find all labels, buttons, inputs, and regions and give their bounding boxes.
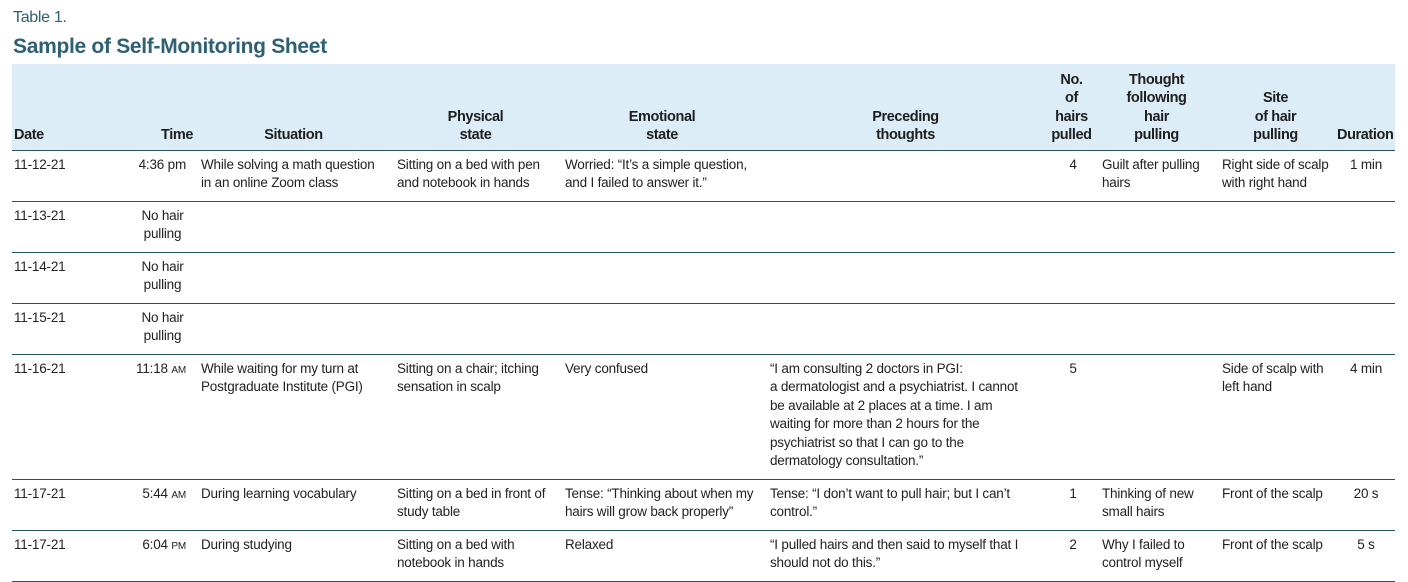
cell-thought-following (1097, 479, 1217, 530)
cell-empty (765, 303, 1047, 354)
cell-thought-following (1097, 354, 1217, 479)
text-line: and I failed to answer it.” (565, 175, 707, 190)
time-value: 6:04 (142, 536, 168, 552)
cell-preceding-thoughts (765, 150, 1047, 201)
cell-hairs-pulled: 5 (1069, 360, 1077, 376)
text-line: control.” (770, 504, 817, 519)
cell-situation (196, 150, 392, 201)
am-pm: PM (171, 540, 186, 552)
text-line: Thought (1128, 71, 1185, 88)
cell-emotional-state (560, 354, 765, 479)
cell-empty (1047, 252, 1097, 303)
cell-time (127, 150, 196, 201)
table-row (12, 201, 1395, 252)
am-pm: AM (171, 364, 186, 376)
cell-empty (560, 252, 765, 303)
text-line: Sitting on a bed with (397, 536, 515, 552)
cell-no-hair-pulling (127, 252, 196, 303)
am-pm: pm (167, 156, 186, 172)
text-line: pulling (143, 328, 182, 343)
text-line: Preceding (872, 108, 939, 125)
text-line: a dermatologist and a psychiatrist. I cannot (770, 379, 1018, 394)
cell-emotional-state (560, 479, 765, 530)
cell-empty (1047, 303, 1097, 354)
text-line: control myself (1102, 555, 1183, 570)
text-line: Right side of scalp (1222, 156, 1329, 172)
cell-empty (560, 201, 765, 252)
header-site (1217, 64, 1335, 150)
text-line: “I pulled hairs and then said to myself that I (770, 536, 1019, 552)
text-line: dermatology consultation.” (770, 453, 924, 468)
cell-hairs-pulled: 4 (1069, 156, 1077, 172)
am-pm: AM (171, 489, 186, 501)
text-line: Guilt after pulling (1102, 156, 1200, 172)
cell-empty (196, 201, 392, 252)
text-line: pulling (1253, 127, 1298, 143)
header-physical-state (392, 64, 560, 150)
cell-date: 11-16-21 (14, 360, 66, 376)
header-situation: Situation (264, 127, 323, 143)
cell-date: 11-13-21 (14, 207, 66, 223)
text-line: pulling (143, 277, 182, 292)
text-line: in an online Zoom class (201, 175, 339, 190)
text-line: state (459, 127, 492, 143)
cell-thought-following (1097, 530, 1217, 581)
text-line: hairs (1055, 108, 1088, 125)
text-line: notebook in hands (397, 555, 504, 570)
table-row (12, 303, 1395, 354)
cell-emotional-state (560, 150, 765, 201)
text-line: “I am consulting 2 doctors in PGI: (770, 360, 963, 376)
header-row (12, 64, 1395, 150)
text-line: psychiatrist so that I can go to the (770, 434, 964, 450)
text-line: Front of the scalp (1222, 536, 1323, 552)
cell-hairs-pulled: 1 (1069, 485, 1077, 501)
cell-no-hair-pulling (127, 201, 196, 252)
table-title: Sample of Self-Monitoring Sheet (13, 35, 327, 58)
text-line: Tense: “Thinking about when my (565, 485, 754, 501)
text-line: Site (1263, 90, 1288, 106)
cell-physical-state (392, 530, 560, 581)
text-line: hairs will grow back properly” (565, 504, 734, 519)
text-line: sensation in scalp (397, 379, 501, 394)
cell-date: 11-12-21 (14, 156, 66, 172)
table-row (12, 479, 1395, 530)
cell-date: 11-15-21 (14, 309, 66, 325)
text-line: Relaxed (565, 536, 614, 552)
cell-situation (196, 530, 392, 581)
text-line: During learning vocabulary (201, 485, 357, 501)
text-line: Sitting on a bed in front of (397, 485, 546, 501)
text-line: and notebook in hands (397, 175, 530, 190)
header-emotional-state (560, 64, 765, 150)
text-line: hair (1144, 108, 1169, 125)
header-hairs-pulled (1047, 64, 1097, 150)
cell-empty (392, 303, 560, 354)
cell-empty (765, 252, 1047, 303)
text-line: of hair (1254, 108, 1297, 125)
cell-empty (1335, 303, 1395, 354)
text-line: Why I failed to (1102, 536, 1185, 552)
cell-empty (1335, 201, 1395, 252)
cell-situation (196, 479, 392, 530)
cell-date: 11-17-21 (14, 536, 66, 552)
cell-physical-state (392, 150, 560, 201)
cell-duration: 4 min (1349, 360, 1382, 376)
cell-preceding-thoughts (765, 354, 1047, 479)
cell-empty (765, 201, 1047, 252)
cell-empty (1097, 252, 1217, 303)
time-value: 4:36 (138, 156, 165, 172)
cell-time (127, 530, 196, 581)
text-line: Emotional (628, 108, 696, 125)
cell-empty (392, 201, 560, 252)
text-line: pulling (143, 226, 182, 241)
header-preceding-thoughts (765, 64, 1047, 150)
text-line: No hair (141, 258, 184, 274)
text-line: state (646, 127, 678, 143)
text-line: Postgraduate Institute (PGI) (201, 379, 363, 394)
cell-site (1217, 354, 1335, 479)
cell-empty (1097, 201, 1217, 252)
cell-empty (1217, 252, 1335, 303)
cell-physical-state (392, 354, 560, 479)
cell-physical-state (392, 479, 560, 530)
text-line: While waiting for my turn at (201, 360, 359, 376)
text-line: be available at 2 places at a time. I am (770, 397, 993, 413)
text-line: of (1065, 90, 1078, 106)
time-value: 5:44 (142, 485, 168, 501)
text-line: While solving a math question (201, 156, 375, 172)
text-line: Very confused (565, 360, 648, 376)
text-line: No hair (141, 309, 184, 325)
time-value: 11:18 (136, 360, 168, 376)
text-line: pulling (1134, 127, 1179, 143)
text-line: hairs (1102, 175, 1131, 190)
text-line: Tense: “I don’t want to pull hair; but I can’t (770, 485, 1010, 501)
text-line: pulled (1051, 127, 1092, 143)
table-label: Table 1. (13, 9, 67, 26)
cell-preceding-thoughts (765, 530, 1047, 581)
header-time: Time (161, 127, 193, 143)
cell-empty (560, 303, 765, 354)
text-line: During studying (201, 536, 292, 552)
text-line: Side of scalp with (1222, 360, 1324, 376)
text-line: waiting for more than 2 hours for the (770, 416, 980, 431)
text-line: small hairs (1102, 504, 1165, 519)
cell-duration: 5 s (1357, 536, 1375, 552)
cell-empty (1335, 252, 1395, 303)
table-body (12, 150, 1395, 581)
text-line: should not do this.” (770, 555, 881, 570)
text-line: No. (1060, 71, 1083, 88)
table-row (12, 150, 1395, 201)
text-line: Worried: “It’s a simple question, (565, 156, 747, 172)
cell-empty (1047, 201, 1097, 252)
text-line: Physical (447, 108, 504, 125)
cell-hairs-pulled: 2 (1069, 536, 1077, 552)
cell-time (127, 354, 196, 479)
cell-empty (196, 303, 392, 354)
cell-date: 11-17-21 (14, 485, 66, 501)
text-line: No hair (141, 207, 184, 223)
text-line: left hand (1222, 379, 1272, 394)
table-row (12, 530, 1395, 581)
table-row (12, 354, 1395, 479)
cell-empty (1097, 303, 1217, 354)
header-duration: Duration (1337, 127, 1394, 143)
cell-empty (392, 252, 560, 303)
cell-situation (196, 354, 392, 479)
table-row (12, 252, 1395, 303)
cell-duration: 1 min (1349, 156, 1382, 172)
cell-time (127, 479, 196, 530)
text-line: Sitting on a bed with pen (397, 156, 540, 172)
cell-date: 11-14-21 (14, 258, 66, 274)
cell-site (1217, 479, 1335, 530)
text-line: Sitting on a chair; itching (397, 360, 539, 376)
cell-site (1217, 150, 1335, 201)
self-monitoring-table (12, 64, 1395, 582)
header-date: Date (14, 127, 44, 143)
cell-empty (1217, 201, 1335, 252)
text-line: following (1126, 90, 1187, 106)
cell-site (1217, 530, 1335, 581)
cell-preceding-thoughts (765, 479, 1047, 530)
cell-empty (1217, 303, 1335, 354)
text-line: Front of the scalp (1222, 485, 1323, 501)
cell-duration: 20 s (1353, 485, 1379, 501)
cell-no-hair-pulling (127, 303, 196, 354)
text-line: study table (397, 504, 461, 519)
text-line: thoughts (876, 127, 935, 143)
header-thought-following (1097, 64, 1217, 150)
cell-emotional-state (560, 530, 765, 581)
text-line: with right hand (1222, 175, 1307, 190)
cell-thought-following (1097, 150, 1217, 201)
text-line: Thinking of new (1102, 485, 1194, 501)
cell-empty (196, 252, 392, 303)
